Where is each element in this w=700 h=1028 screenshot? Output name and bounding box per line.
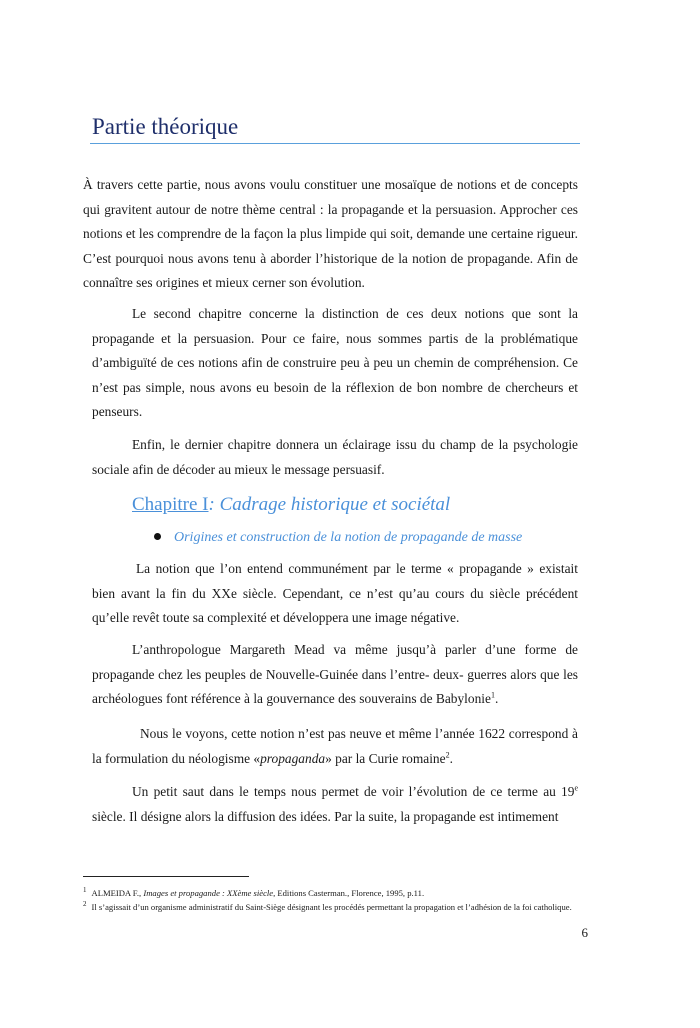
page-number: 6 (581, 925, 588, 940)
footnote-ref-2: 2 (445, 750, 450, 760)
chapter-heading (132, 493, 450, 517)
footnote-1-number: 1 (83, 886, 87, 894)
footnote-1-author: ALMEIDA F., (91, 887, 142, 898)
title-underline (90, 143, 580, 144)
bullet-item (154, 528, 522, 548)
footnote-separator (83, 876, 249, 877)
propaganda-notion-paragraph: La notion que l’on entend communément par le terme « propagande » existait bien avant la fin du XXe siècle. Cependant, ce n’est qu’au cours du siècle précédent qu’elle revêt toute sa complexité et développera une image négative. (92, 561, 578, 625)
propaganda-term: propaganda (260, 750, 326, 766)
last-chapter-paragraph: Enfin, le dernier chapitre donnera un éclairage issu du champ de la psychologie sociale afin de décoder au mieux le message persuasif. (92, 437, 578, 477)
footnote-2-number: 2 (83, 900, 87, 908)
neologism-tail: » par la Curie romaine (325, 750, 446, 766)
bullet-icon (154, 533, 161, 540)
anthropologist-paragraph: L’anthropologue Margareth Mead va même jusqu’à parler d’une forme de propagande chez les peuples de Nouvelle-Guinée dans l’entre- deux- guerres alors que les archéologues font référence à la gouvernance des souverains de Babylonie$^1$. (92, 642, 578, 706)
section-title: Partie théorique (92, 114, 239, 139)
anthropologist-text: L’anthropologue Margareth Mead va même jusqu’à parler d’une forme de propagande chez les peuples de Nouvelle-Guinée dans l’entre- deux- guerres alors que les archéologues font référence à la gouvernance des souverains de Babylonie (92, 642, 578, 706)
footnote-2-text: Il s’agissait d’un organisme administratif du Saint-Siège désignant les procédés permettant la propagation et l’adhésion de la foi catholique. (91, 901, 572, 912)
evolution-text-a: Un petit saut dans le temps nous permet de voir l’évolution de ce terme au 19 (132, 784, 575, 799)
chapter-subtitle: : Cadrage historique et sociétal (208, 494, 451, 515)
footnote-2 (83, 898, 578, 914)
footnote-ref-1: 1 (490, 690, 495, 700)
evolution-paragraph (92, 780, 578, 829)
bullet-text: Origines et construction de la notion de propagande de masse (174, 530, 523, 545)
footnote-1-title: Images et propagande : XXème siècle (143, 887, 274, 898)
neologism-paragraph: Nous le voyons, cette notion n’est pas neuve et même l’année 1622 correspond à la formulation du néologisme «propaganda» par la Curie romaine$^2$. (92, 726, 578, 766)
neologism-text: Nous le voyons, cette notion n’est pas neuve et même l’année 1622 correspond à la formulation du néologisme « (92, 726, 578, 766)
intro-paragraph: À travers cette partie, nous avons voulu constituer une mosaïque de notions et de concepts qui gravitent autour de notre thème central : la propagande et la persuasion. Approcher ces notions et les comprendre de la façon la plus limpide qui soit, demande une certaine rigueur. C’est pourquoi nous avons tenu à aborder l’historique de la notion de propagande. Afin de connaître ses origines et mieux cerner son évolution. (83, 177, 578, 290)
second-chapter-paragraph: Le second chapitre concerne la distinction de ces deux notions que sont la propagande et la persuasion. Pour ce faire, nous sommes partis de la problématique d’ambiguïté de ces notions afin de construire peu à peu un chemin de compréhension. Ce n’est pas simple, nous avons eu besoin de la réflexion de bon nombre de chercheurs et penseurs. (92, 306, 578, 419)
evolution-text-b: siècle. Il désigne alors la diffusion des idées. Par la suite, la propagande est intimement (92, 808, 559, 824)
century-suffix: e (574, 783, 578, 793)
footnote-1-details: , Editions Casterman., Florence, 1995, p.11. (273, 887, 425, 898)
chapter-label: Chapitre I (132, 494, 209, 515)
